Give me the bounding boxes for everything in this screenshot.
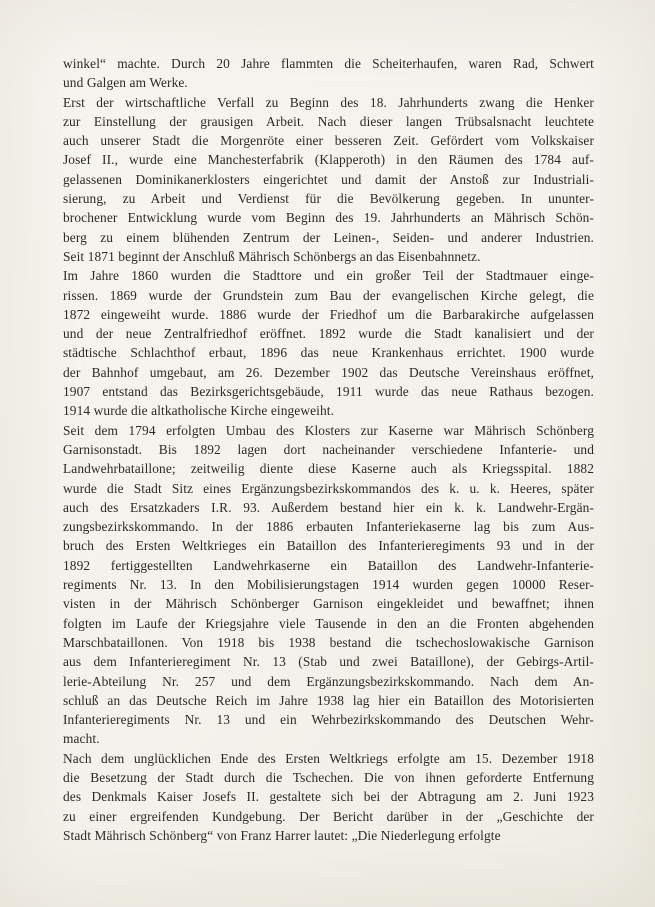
text-line: Seit 1871 beginnt der Anschluß Mährisch Schönbergs an das Eisenbahnnetz. [63,248,481,264]
text-line: städtische Schlachthof erbaut, 1896 das neue Krankenhaus errichtet. 1900 wurde [63,345,594,361]
text-line: Josef II., wurde eine Manchesterfabrik (Klapperoth) in den Räumen des 1784 auf- [63,152,594,168]
text-block [63,54,594,845]
text-line: 1907 entstand das Bezirksgerichtsgebäude, 1911 wurde das neue Rathaus bezogen. [63,384,594,400]
paragraph [63,266,594,420]
text-line: Im Jahre 1860 wurden die Stadttore und ein großer Teil der Stadtmauer einge- [63,268,594,284]
text-line: die Besetzung der Stadt durch die Tschechen. Die von ihnen geforderte Entfernung [63,769,594,785]
text-line: winkel“ machte. Durch 20 Jahre flammten die Scheiterhaufen, waren Rad, Schwert [63,56,594,71]
text-line: 1892 fertiggestellten Landwehrkaserne ein Bataillon des Landwehr-Infanterie- [63,557,594,573]
text-line: Infanterieregiments Nr. 13 und ein Wehrbezirkskommando des Deutschen Wehr- [63,712,594,728]
text-line: berg zu einem blühenden Zentrum der Leinen-, Seiden- und anderer Industrien. [63,229,594,245]
text-line: auch unserer Stadt die Morgenröte einer besseren Zeit. Gefördert vom Volkskaiser [63,133,594,149]
text-line: wurde die Stadt Sitz eines Ergänzungsbezirkskommandos des k. u. k. Heeres, später [63,480,594,496]
text-line: Nach dem unglücklichen Ende des Ersten Weltkriegs erfolgte am 15. Dezember 1918 [63,750,594,766]
text-line: Stadt Mährisch Schönberg“ von Franz Harrer lautet: „Die Niederlegung erfolgte [63,827,501,843]
text-line: und der neue Zentralfriedhof eröffnet. 1892 wurde die Stadt kanalisiert und der [63,326,594,342]
text-line: 1914 wurde die altkatholische Kirche eingeweiht. [63,403,335,419]
text-line: des Denkmals Kaiser Josefs II. gestaltete sich bei der Abtragung am 2. Juni 1923 [63,789,594,805]
text-line: Marschbataillonen. Von 1918 bis 1938 bestand die tschechoslowakische Garnison [63,634,594,650]
text-line: Landwehrbataillone; zeitweilig diente diese Kaserne auch als Kriegsspital. 1882 [63,461,594,477]
text-line: gelassenen Dominikanerklosters eingerichtet und damit der Anstoß zur Industriali- [63,171,594,187]
text-line: schluß an das Deutsche Reich im Jahre 1938 lag hier ein Bataillon des Motorisierten [63,692,594,708]
paragraph [63,421,594,749]
text-line: rissen. 1869 wurde der Grundstein zum Bau der evangelischen Kirche gelegt, die [63,287,594,303]
text-line: folgten im Laufe der Kriegsjahre viele Tausende in den an die Fronten abgehenden [63,615,594,631]
text-line: zur Einstellung der grausigen Arbeit. Nach dieser langen Trübsalsnacht leuchtete [63,113,594,129]
text-line: auch des Ersatzkaders I.R. 93. Außerdem bestand hier ein k. k. Landwehr-Ergän- [63,499,594,515]
text-line: lerie-Abteilung Nr. 257 und dem Ergänzungsbezirkskommando. Nach dem An- [63,673,594,689]
text-line: regiments Nr. 13. In den Mobilisierungstagen 1914 wurden gegen 10000 Reser- [63,577,594,593]
paragraph [63,54,594,93]
text-line: 1872 eingeweiht wurde. 1886 wurde der Friedhof um die Barbarakirche aufgelassen [63,306,594,322]
text-line: macht. [63,731,100,747]
paragraph [63,749,594,845]
text-line: und Galgen am Werke. [63,75,188,91]
text-line: sierung, zu Arbeit und Verdienst für die Bevölkerung gegeben. In ununter- [63,191,594,207]
text-line: bruch des Ersten Weltkrieges ein Bataillon des Infanterieregiments 93 und in der [63,538,594,554]
text-line: Seit dem 1794 erfolgten Umbau des Klosters zur Kaserne war Mährisch Schönberg [63,422,594,438]
paragraph [63,93,594,267]
text-line: visten in der Mährisch Schönberger Garnison eingekleidet und bewaffnet; ihnen [63,596,594,612]
text-line: Erst der wirtschaftliche Verfall zu Beginn des 18. Jahrhunderts zwang die Henker [63,94,594,110]
text-line: zungsbezirkskommando. In der 1886 erbauten Infanteriekaserne lag bis zum Aus- [63,519,594,535]
text-line: brochener Entwicklung wurde vom Beginn des 19. Jahrhunderts an Mährisch Schön- [63,210,594,226]
text-line: aus dem Infanterieregiment Nr. 13 (Stab und zwei Bataillone), der Gebirgs-Artil- [63,654,594,670]
text-line: zu einer ergreifenden Kundgebung. Der Bericht darüber in der „Geschichte der [63,808,594,824]
text-line: Garnisonstadt. Bis 1892 lagen dort nacheinander verschiedene Infanterie- und [63,441,594,457]
text-line: der Bahnhof umgebaut, am 26. Dezember 1902 das Deutsche Vereinshaus eröffnet, [63,364,594,380]
